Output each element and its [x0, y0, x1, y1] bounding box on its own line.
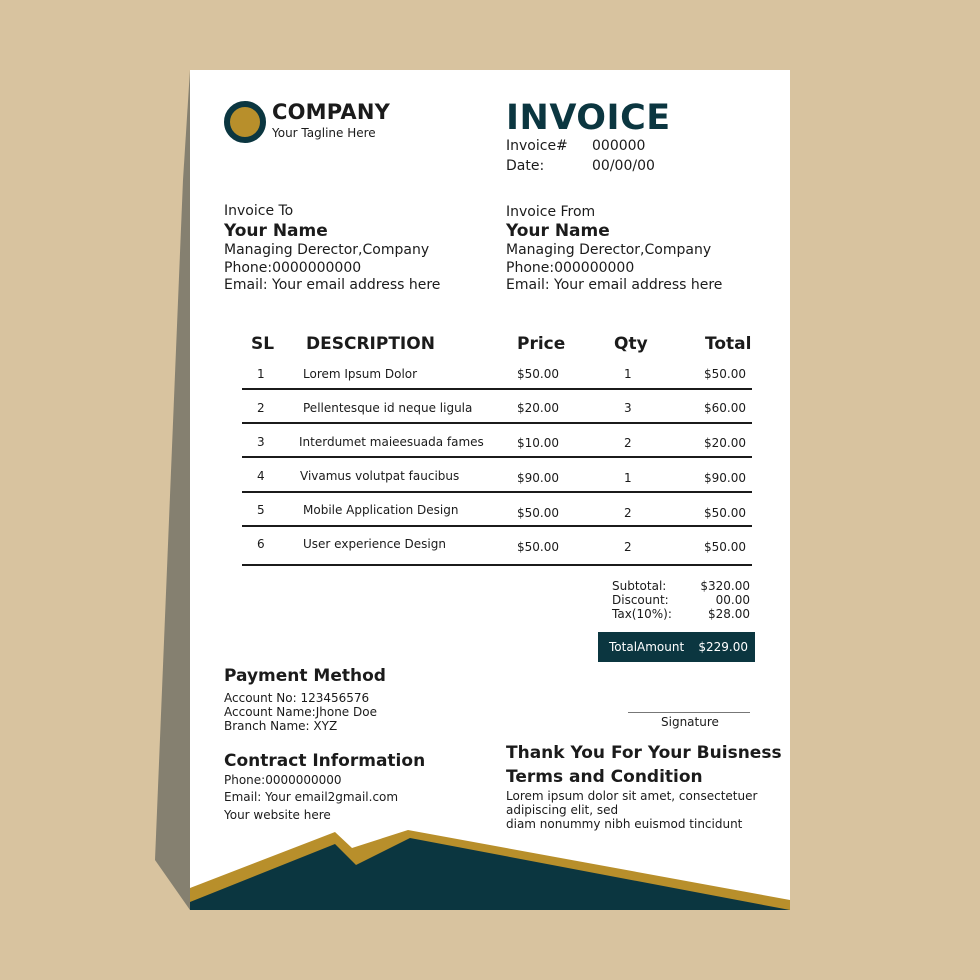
terms-line-3: diam nonummy nibh euismod tincidunt	[506, 817, 743, 831]
invoice-paper	[190, 70, 790, 910]
invoice-from-phone: Phone:000000000	[506, 260, 635, 276]
row-total: $50.00	[704, 540, 746, 554]
total-amount-value: $229.00	[698, 640, 748, 654]
footer-mountain-decoration	[190, 70, 790, 910]
invoice-date-label: Date:	[506, 158, 545, 174]
invoice-to-role: Managing Derector,Company	[224, 242, 430, 258]
company-tagline: Your Tagline Here	[272, 126, 376, 140]
row-description: Lorem Ipsum Dolor	[303, 367, 418, 381]
row-price: $20.00	[517, 401, 559, 415]
contract-info-title: Contract Information	[224, 751, 426, 771]
row-price: $90.00	[517, 471, 559, 485]
invoice-number-label: Invoice#	[506, 138, 568, 154]
contract-phone: Phone:0000000000	[224, 773, 342, 787]
header-price: Price	[517, 334, 566, 354]
invoice-to-label: Invoice To	[224, 203, 294, 219]
branch-name: Branch Name: XYZ	[224, 719, 338, 733]
row-description: Pellentesque id neque ligula	[303, 401, 473, 415]
discount-value: 00.00	[715, 593, 750, 607]
invoice-to-phone: Phone:0000000000	[224, 260, 362, 276]
row-qty: 3	[624, 401, 632, 415]
row-total: $50.00	[704, 506, 746, 520]
row-description: Interdumet maieesuada fames	[299, 435, 484, 449]
account-number: Account No: 123456576	[224, 691, 370, 705]
row-description: Mobile Application Design	[303, 503, 459, 517]
row-total: $50.00	[704, 367, 746, 381]
payment-method-title: Payment Method	[224, 666, 386, 686]
header-sl: SL	[251, 334, 275, 354]
row-qty: 1	[624, 471, 632, 485]
row-total: $60.00	[704, 401, 746, 415]
thank-you-text: Thank You For Your Buisness	[506, 743, 782, 763]
invoice-from-name: Your Name	[506, 221, 610, 241]
subtotal-label: Subtotal:	[612, 579, 667, 593]
contract-website: Your website here	[224, 808, 331, 822]
invoice-number: 000000	[592, 138, 646, 154]
invoice-from-role: Managing Derector,Company	[506, 242, 712, 258]
invoice-from-label: Invoice From	[506, 204, 596, 220]
signature-label: Signature	[661, 715, 719, 729]
invoice-from-email: Email: Your email address here	[506, 277, 723, 293]
row-sl: 6	[257, 537, 265, 551]
invoice-title: INVOICE	[506, 98, 671, 138]
row-total: $20.00	[704, 436, 746, 450]
row-price: $50.00	[517, 367, 559, 381]
row-sl: 3	[257, 435, 265, 449]
row-price: $10.00	[517, 436, 559, 450]
company-name: COMPANY	[272, 100, 391, 124]
discount-label: Discount:	[612, 593, 669, 607]
header-description: DESCRIPTION	[306, 334, 435, 354]
tax-value: $28.00	[708, 607, 750, 621]
invoice-to-email: Email: Your email address here	[224, 277, 441, 293]
invoice-date: 00/00/00	[592, 158, 655, 174]
row-total: $90.00	[704, 471, 746, 485]
row-price: $50.00	[517, 506, 559, 520]
subtotal-value: $320.00	[700, 579, 750, 593]
account-name: Account Name:Jhone Doe	[224, 705, 377, 719]
row-description: Vivamus volutpat faucibus	[300, 469, 460, 483]
contract-email: Email: Your email2gmail.com	[224, 790, 399, 804]
total-amount-label: TotalAmount	[609, 640, 685, 654]
row-qty: 2	[624, 540, 632, 554]
row-sl: 1	[257, 367, 265, 381]
row-sl: 2	[257, 401, 265, 415]
row-qty: 2	[624, 436, 632, 450]
terms-line-2: adipiscing elit, sed	[506, 803, 619, 817]
tax-label: Tax(10%):	[612, 607, 672, 621]
header-total: Total	[705, 334, 752, 354]
header-qty: Qty	[614, 334, 648, 354]
row-sl: 5	[257, 503, 265, 517]
row-description: User experience Design	[303, 537, 446, 551]
row-price: $50.00	[517, 540, 559, 554]
invoice-to-name: Your Name	[224, 221, 328, 241]
row-sl: 4	[257, 469, 265, 483]
terms-line-1: Lorem ipsum dolor sit amet, consectetuer	[506, 789, 758, 803]
terms-title: Terms and Condition	[506, 767, 703, 787]
row-qty: 2	[624, 506, 632, 520]
row-qty: 1	[624, 367, 632, 381]
